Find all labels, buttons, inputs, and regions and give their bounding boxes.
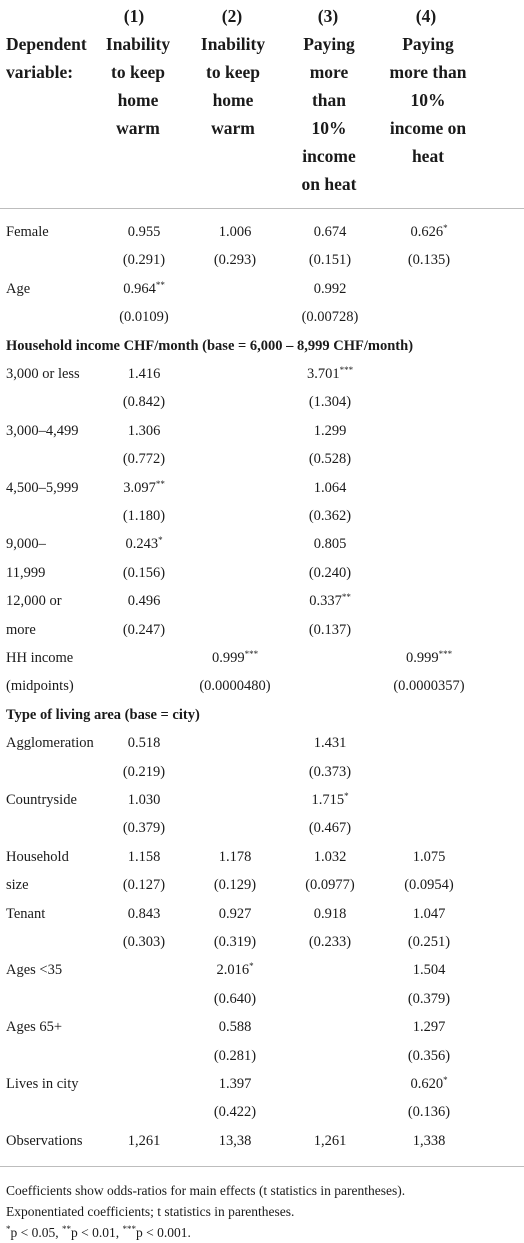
table-cell: 13,38 [218,1132,252,1149]
table-cell: (0.137) [308,621,352,638]
table-notes [6,1180,518,1243]
table-cell: (0.528) [308,451,352,468]
table-cell: (0.379) [407,990,451,1007]
table-row [0,1070,524,1098]
table-row [0,843,524,871]
column-title: Paying more than 10% income on heat [389,34,467,166]
column-title: Paying more than 10% income on heat [301,34,357,194]
column-number: (2) [221,6,243,26]
table-cell: (0.0109) [119,309,169,326]
table-row [0,587,524,615]
note-line: Exponentiated coefficients; t statistics in parentheses. [6,1204,295,1219]
table-cell: 1.032 [313,848,347,865]
table-row [0,360,524,388]
table-cell: 0.588 [218,1019,252,1036]
bottom-rule [0,1166,524,1167]
row-label: Observations [6,1132,83,1149]
table-cell: 0.674 [313,224,347,240]
table-cell: 0.620* [410,1075,448,1092]
header-rule [0,208,524,209]
table-cell: 1.297 [412,1019,446,1036]
table-row [0,417,524,445]
table-row [0,956,524,984]
table-row [0,559,524,587]
table-cell: (0.772) [122,451,166,468]
column-title: Inability to keep home warm [200,34,266,138]
section-header-row [0,332,524,360]
table-row [0,246,524,274]
table-cell: 0.805 [313,536,347,553]
table-cell: (0.640) [213,990,257,1007]
row-label: HH income [6,650,74,666]
row-label: 4,500–5,999 [6,479,79,496]
table-cell: 1.431 [313,735,347,752]
table-cell: 2.016* [216,961,254,979]
table-cell: (0.156) [122,564,166,581]
table-row [0,474,524,502]
column-number: (1) [123,6,145,26]
table-cell: 1.299 [313,422,347,439]
table-cell: (0.129) [213,877,257,894]
table-cell: (0.842) [122,394,166,411]
column-numbers [0,6,524,28]
table-cell: 3.097** [123,478,165,496]
table-cell: (0.291) [122,252,166,269]
table-row [0,1013,524,1041]
table-cell: 0.918 [313,905,347,922]
row-label: 11,999 [6,564,46,581]
table-row [0,530,524,558]
table-row [0,616,524,644]
table-cell: (0.247) [122,621,166,638]
table-row [0,758,524,786]
table-cell: (0.373) [308,763,352,780]
table-cell: (0.135) [407,252,451,269]
table-cell: 1.030 [127,792,161,808]
dependent-variable-label: Dependent variable: [6,34,87,82]
table-cell: 1.306 [127,422,161,439]
row-label: Female [6,224,49,240]
table-cell: (0.0954) [404,877,454,894]
table-cell: 0.964** [123,279,165,297]
table-row [0,275,524,303]
table-cell: 1.416 [127,366,161,382]
table-row [0,985,524,1013]
table-row [0,672,524,700]
table-cell: 1.075 [412,848,446,865]
table-row [0,871,524,899]
table-row [0,928,524,956]
row-label: Household [6,848,69,865]
row-label: Lives in city [6,1076,79,1092]
table-cell: (0.0000480) [199,678,271,695]
table-cell: (0.127) [122,877,166,894]
table-cell: 3.701*** [306,365,354,382]
table-cell: 0.496 [127,593,161,610]
table-row [0,388,524,416]
column-number: (4) [415,6,437,26]
table-cell: (0.293) [213,252,257,269]
table-cell: (0.0977) [305,877,355,894]
table-cell: (0.379) [122,820,166,837]
column-title: Inability to keep home warm [105,34,171,138]
table-cell: (0.233) [308,934,352,950]
table-cell: 1,338 [412,1132,446,1149]
table-row [0,502,524,530]
row-label: Agglomeration [6,735,94,752]
table-cell: (0.362) [308,508,352,524]
row-label: Countryside [6,792,77,808]
row-label: Age [6,280,31,297]
row-label: 3,000 or less [6,366,80,382]
table-cell: 0.999*** [405,649,453,666]
table-cell: 1.047 [412,905,446,922]
table-cell: (0.467) [308,820,352,837]
table-cell: 0.999*** [211,649,259,666]
table-cell: 1.504 [412,962,446,979]
table-cell: 0.843 [127,905,161,922]
table-row [0,900,524,928]
table-cell: 0.927 [218,905,252,922]
table-cell: (0.151) [308,252,352,269]
table-row [0,786,524,814]
section-label: Type of living area (base = city) [6,706,200,723]
table-cell: (0.422) [213,1104,257,1121]
row-label: size [6,877,29,894]
row-label: 9,000– [6,536,46,553]
table-cell: (0.219) [122,763,166,780]
column-number: (3) [317,6,339,26]
section-label: Household income CHF/month (base = 6,000 – 8,999 CHF/month) [6,337,414,354]
row-label: Ages <35 [6,962,63,979]
table-cell: (0.319) [213,934,257,950]
table-cell: 1.178 [218,848,252,865]
table-row [0,1098,524,1126]
table-row [0,1042,524,1070]
table-cell: (0.251) [407,934,451,950]
table-row [0,814,524,842]
note-line: Coefficients show odds-ratios for main effects (t statistics in parentheses). [6,1183,406,1198]
table-cell: (0.136) [407,1104,451,1121]
table-cell: 0.626* [410,223,448,240]
table-cell: (1.180) [122,508,166,524]
row-label: 12,000 or [6,593,62,610]
table-cell: 0.955 [127,224,161,240]
table-cell: 0.992 [313,280,347,297]
row-label: (midpoints) [6,678,74,695]
table-cell: (0.240) [308,564,352,581]
table-cell: (0.0000357) [393,678,465,695]
table-row [0,218,524,246]
row-label: more [6,621,36,638]
table-cell: 0.518 [127,735,161,752]
table-cell: 1,261 [313,1132,347,1149]
table-cell: (1.304) [308,394,352,411]
table-cell: (0.00728) [301,309,359,326]
table-cell: 1.006 [218,224,252,240]
table-cell: 1,261 [127,1132,161,1149]
table-cell: (0.281) [213,1047,257,1064]
note-line: *p < 0.05, **p < 0.01, ***p < 0.001. [6,1224,191,1240]
table-cell: 1.064 [313,479,347,496]
table-cell: 1.715* [311,791,349,808]
row-label: Ages 65+ [6,1019,63,1036]
table-row [0,644,524,672]
table-row [0,445,524,473]
table-cell: 1.397 [218,1076,252,1092]
table-cell: 1.158 [127,848,161,865]
row-label: Tenant [6,905,46,922]
section-header-row [0,701,524,729]
table-cell: (0.303) [122,934,166,950]
table-row [0,729,524,757]
table-cell: 0.337** [309,592,351,610]
table-cell: (0.356) [407,1047,451,1064]
table-cell: 0.243* [125,535,163,553]
table-row [0,303,524,331]
row-label: 3,000–4,499 [6,422,79,439]
table-row [0,1127,524,1155]
